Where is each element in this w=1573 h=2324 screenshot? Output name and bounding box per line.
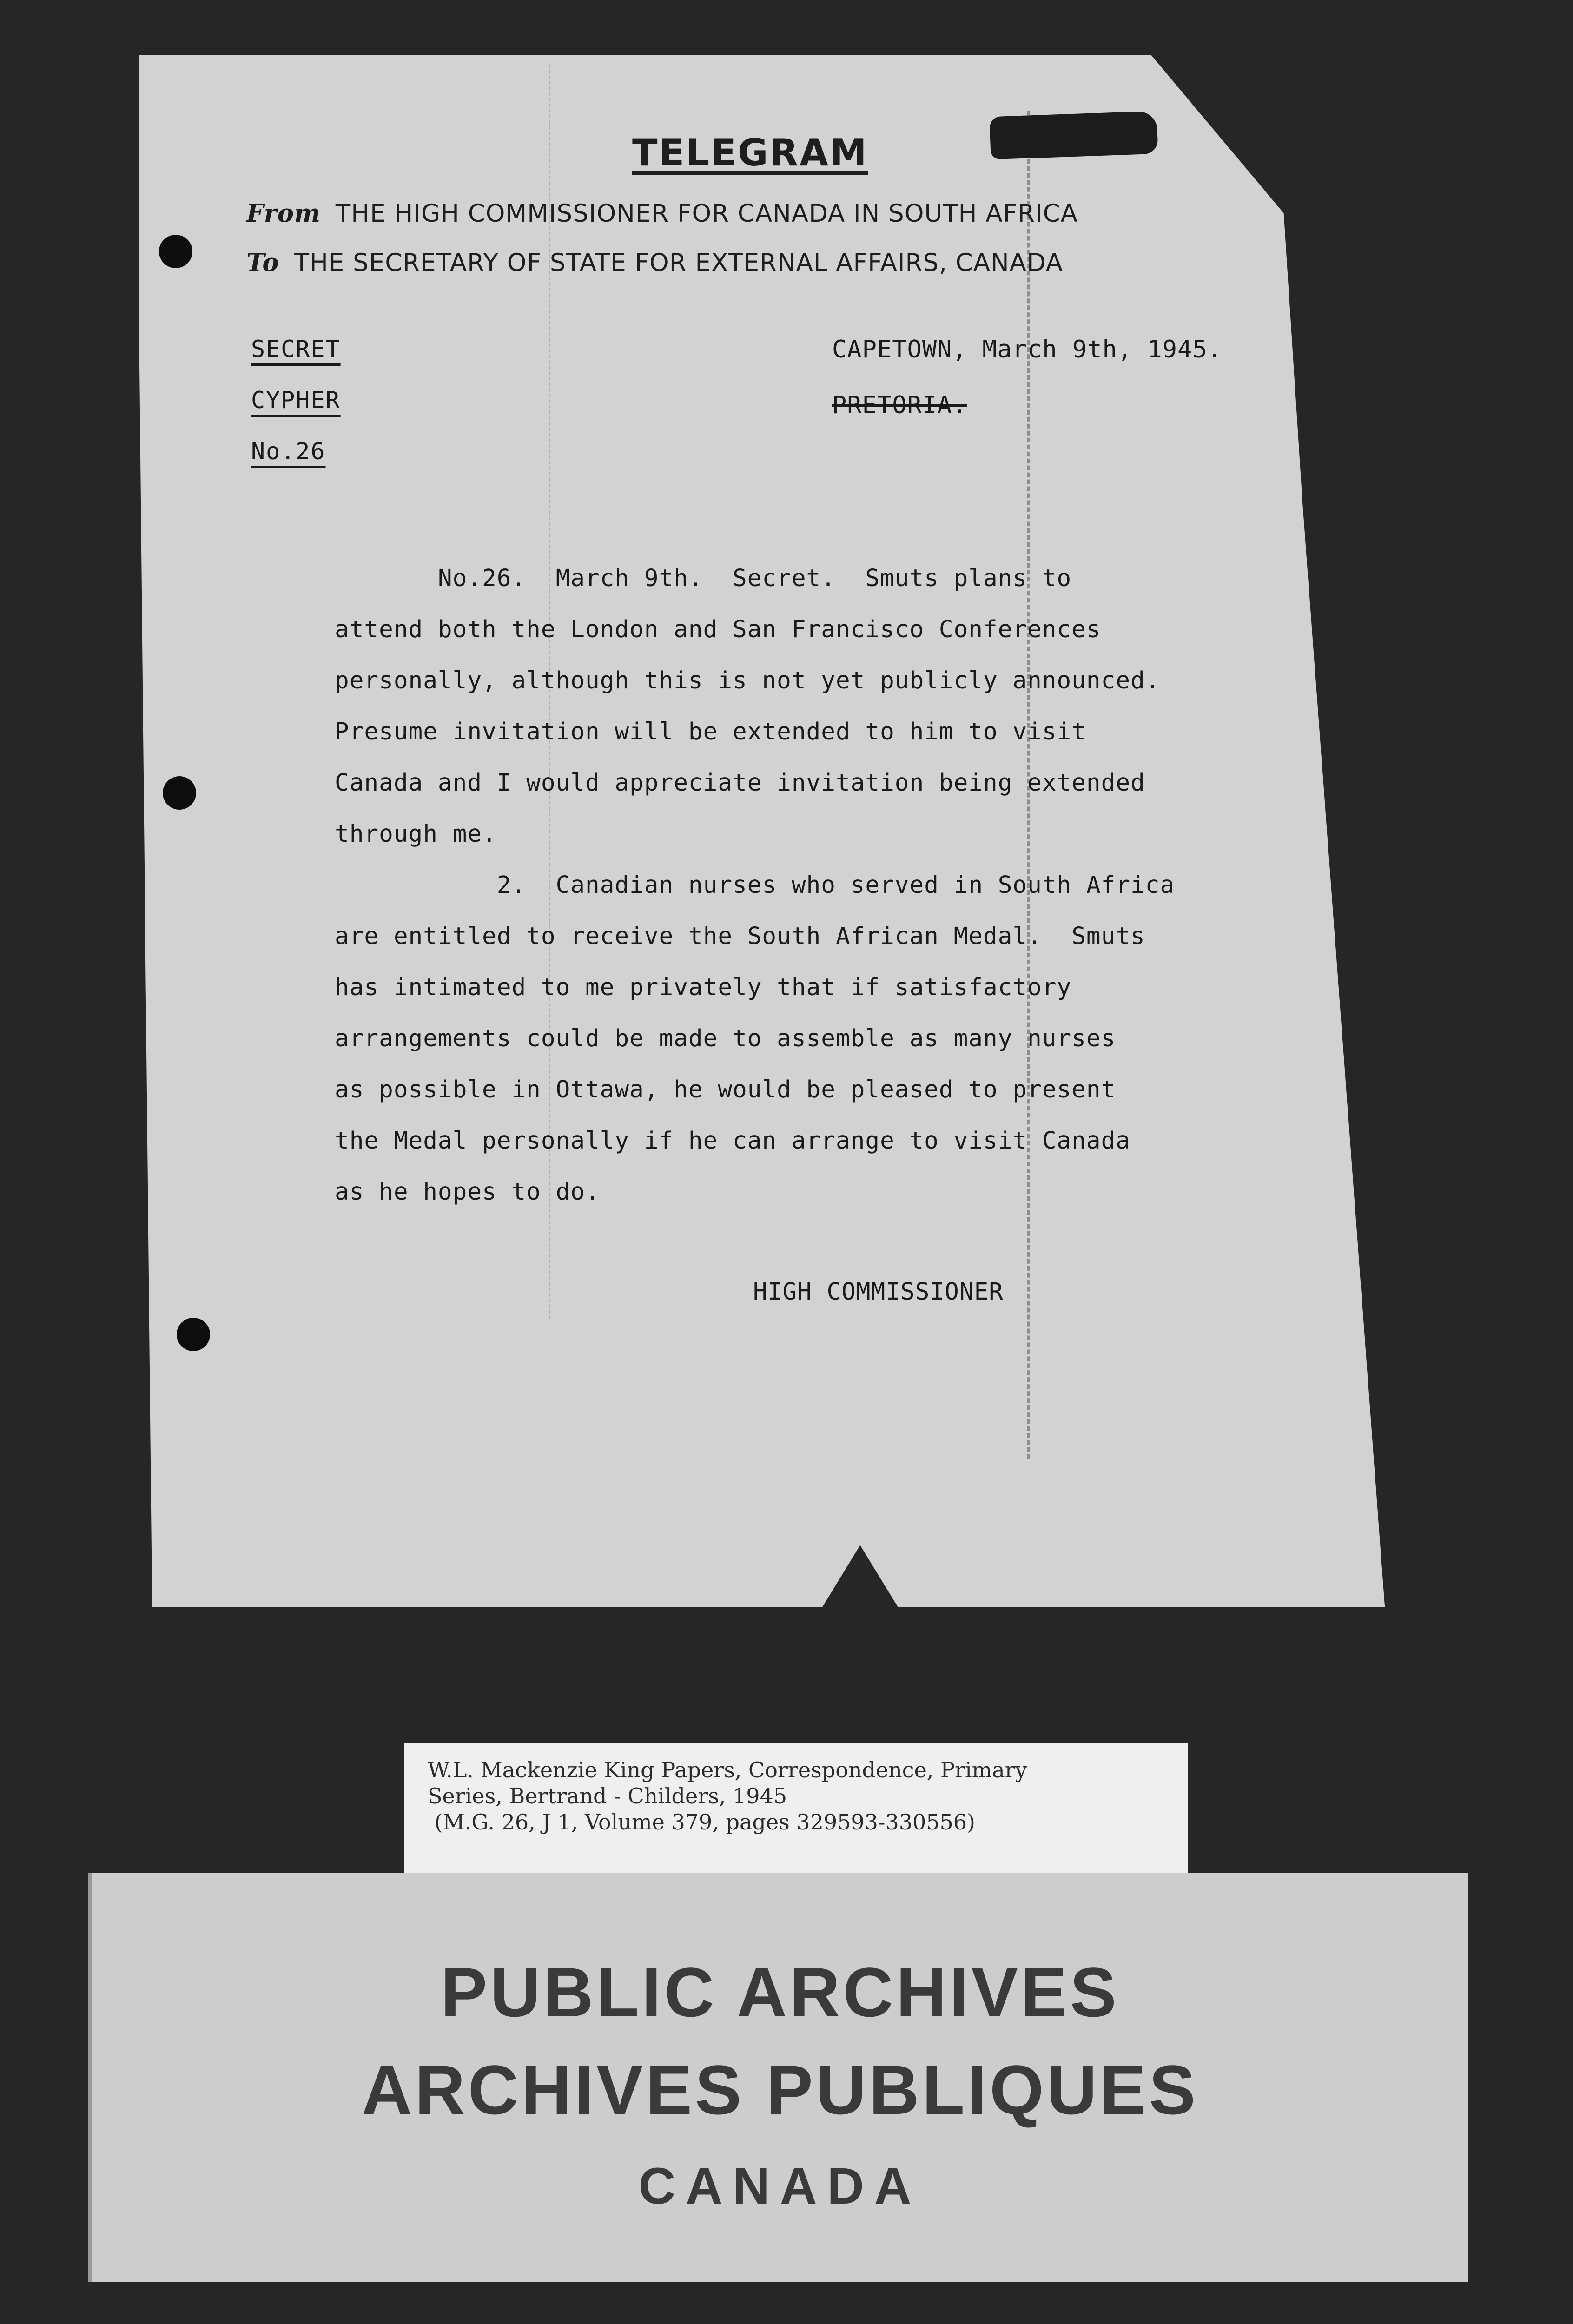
to-line <box>246 248 1063 277</box>
citation-line-3: (M.G. 26, J 1, Volume 379, pages 329593-330556) <box>428 1809 975 1835</box>
stamp-line-2: ARCHIVES PUBLIQUES <box>362 2051 1198 2129</box>
place-date: CAPETOWN, March 9th, 1945. <box>832 336 1223 363</box>
archives-stamp <box>88 1873 1468 2282</box>
punch-hole-middle <box>163 776 196 810</box>
redaction-mark <box>990 111 1158 160</box>
stamp-line-1: PUBLIC ARCHIVES <box>441 1953 1119 2031</box>
from-text: THE HIGH COMMISSIONER FOR CANADA IN SOUTH AFRICA <box>335 199 1078 228</box>
from-prefix: From <box>246 199 321 228</box>
message-body <box>335 553 1264 1218</box>
to-text: THE SECRETARY OF STATE FOR EXTERNAL AFFAIRS, CANADA <box>294 249 1063 277</box>
signature: HIGH COMMISSIONER <box>753 1278 1004 1306</box>
secret-label: SECRET <box>251 336 341 363</box>
citation-slip <box>404 1743 1188 1876</box>
punch-hole-bottom <box>177 1318 210 1351</box>
paragraph-2: 2. Canadian nurses who served in South Africa are entitled to receive the South African Medal. Smuts has intimated to me privately that if satisfactory arrangements could be made to assemble as many nurses as possible in Ottawa, he would be pleased to present the Medal personally if he can arrange to visit Canada as he hopes to do. <box>335 872 1175 1206</box>
stamp-line-3: CANADA <box>638 2158 922 2215</box>
number-label: No.26 <box>251 438 326 465</box>
punch-hole-top <box>159 235 192 268</box>
paragraph-1: No.26. March 9th. Secret. Smuts plans to attend both the London and San Francisco Conferences personally, although this is not yet publicly announced. Presume invitation will be extended to him to visit Canada and I would appreciate invitation being extended through me. <box>335 565 1160 848</box>
citation-line-1: W.L. Mackenzie King Papers, Correspondence, Primary <box>428 1757 1027 1783</box>
from-line <box>246 199 1078 228</box>
telegram-title: TELEGRAM <box>632 131 868 174</box>
cypher-label: CYPHER <box>251 387 341 414</box>
place-struck-out: PRETORIA. <box>832 391 967 419</box>
citation-line-2: Series, Bertrand - Childers, 1945 <box>428 1783 787 1809</box>
to-prefix: To <box>246 248 279 277</box>
